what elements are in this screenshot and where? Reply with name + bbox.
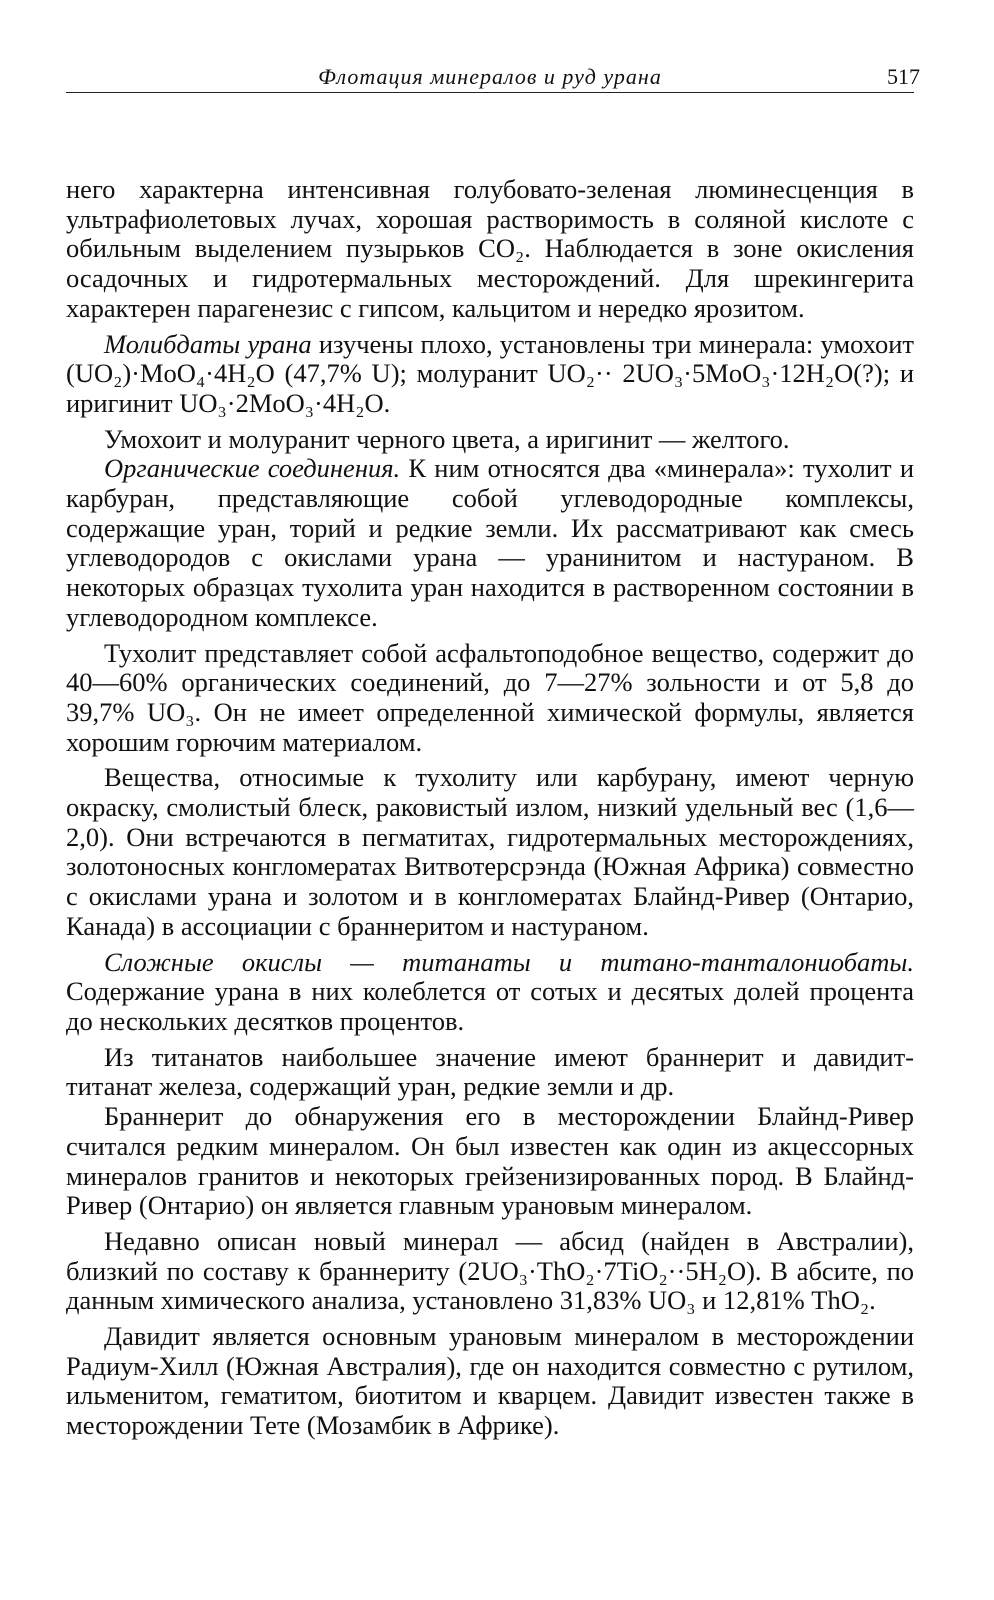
paragraph-text: Из титанатов наибольшее значение имеют браннерит и давидит-титанат железа, содержащий уран, редкие земли и др. bbox=[66, 1041, 914, 1102]
paragraph-text: Тухолит представляет собой асфальтоподобное вещество, содержит до 40—60% органических соединений, до 7—27% зольности и от 5,8 до 39,7% UO₃. Он не имеет определенной химической формулы, является хорошим горючим материалом. bbox=[66, 637, 914, 757]
paragraph-complex-oxides bbox=[66, 948, 914, 1037]
running-title: Флотация минералов и руд урана bbox=[318, 64, 662, 89]
paragraph-text: него характерна интенсивная голубовато-зеленая люминесценция в ультрафиолетовых лучах, хорошая растворимость в соляной кислоте с обильным выделением пузырьков CO₂. Наблюдается в зоне окисления осадочных и гидротермальных месторождений. Для шрекингерита характерен парагенезис с гипсом, кальцитом и нередко ярозитом. bbox=[66, 174, 914, 323]
paragraph-text: Браннерит до обнаружения его в месторождении Блайнд-Ривер считался редким минералом. Он был известен как один из акцессорных минералов гранитов и некоторых грейзенизированных пород. В Блайнд-Ривер (Онтарио) он является главным урановым минералом. bbox=[66, 1101, 914, 1221]
paragraph-text: Умохоит и молуранит черного цвета, а иригинит — желтого. bbox=[104, 423, 790, 454]
paragraph-molybdates bbox=[66, 330, 914, 419]
paragraph bbox=[66, 425, 914, 455]
section-lead: Молибдаты урана bbox=[104, 328, 312, 359]
page-header bbox=[66, 52, 920, 93]
paragraph-text: Вещества, относимые к тухолиту или карбурану, имеют черную окраску, смолистый блеск, раковистый излом, низкий удельный вес (1,6—2,0). Они встречаются в пегматитах, гидротермальных месторождениях, золотоносных конгломератах Витвотерсрэнда (Южная Африка) совместно с окислами урана и золотом и в конгломератах Блайнд-Ривер (Онтарио, Канада) в ассоциации с браннеритом и настураном. bbox=[66, 762, 914, 941]
paragraph bbox=[66, 763, 914, 941]
paragraph-organic bbox=[66, 454, 914, 632]
paragraph bbox=[66, 1043, 914, 1102]
paragraph bbox=[66, 1102, 914, 1221]
page-number: 517 bbox=[887, 64, 920, 89]
paragraph-text: Давидит является основным урановым минералом в месторождении Радиум-Хилл (Южная Австралия), где он находится совместно с рутилом, ильменитом, гематитом, биотитом и кварцем. Давидит известен также в месторождении Тете (Мозамбик в Африке). bbox=[66, 1321, 914, 1441]
paragraph-text: К ним относятся два «минерала»: тухолит и карбуран, представляющие собой углеводородные комплексы, содержащие уран, торий и редкие земли. Их рассматривают как смесь углеводородов с окислами урана — уранинитом и настураном. В некоторых образцах тухолита уран находится в растворенном состоянии в углеводородном комплексе. bbox=[66, 453, 914, 632]
body-text bbox=[66, 175, 914, 1441]
paragraph-continuation bbox=[66, 175, 914, 324]
section-lead: Сложные окислы — титанаты и титано-танталониобаты. bbox=[104, 946, 914, 977]
paragraph bbox=[66, 1322, 914, 1441]
section-lead: Органические соединения. bbox=[104, 453, 401, 484]
paragraph-text: Содержание урана в них колеблется от сотых и десятых долей процента до нескольких десятков процентов. bbox=[66, 976, 914, 1036]
paragraph bbox=[66, 639, 914, 758]
paragraph-text: изучены плохо, установлены три минерала: умохоит (UO₂)·MoO₄·4H₂O (47,7% U); молуранит UO₂·· 2UO₃·5MoO₃·12H₂O(?); и иригинит UO₃·2MoO₃·4H₂O. bbox=[66, 328, 914, 418]
paragraph bbox=[66, 1227, 914, 1316]
paragraph-text: Недавно описан новый минерал — абсид (найден в Австралии), близкий по составу к браннериту (2UO₃·ThO₂·7TiO₂··5H₂O). В абсите, по данным химического анализа, установлено 31,83% UO₃ и 12,81% ThO₂. bbox=[66, 1225, 914, 1316]
